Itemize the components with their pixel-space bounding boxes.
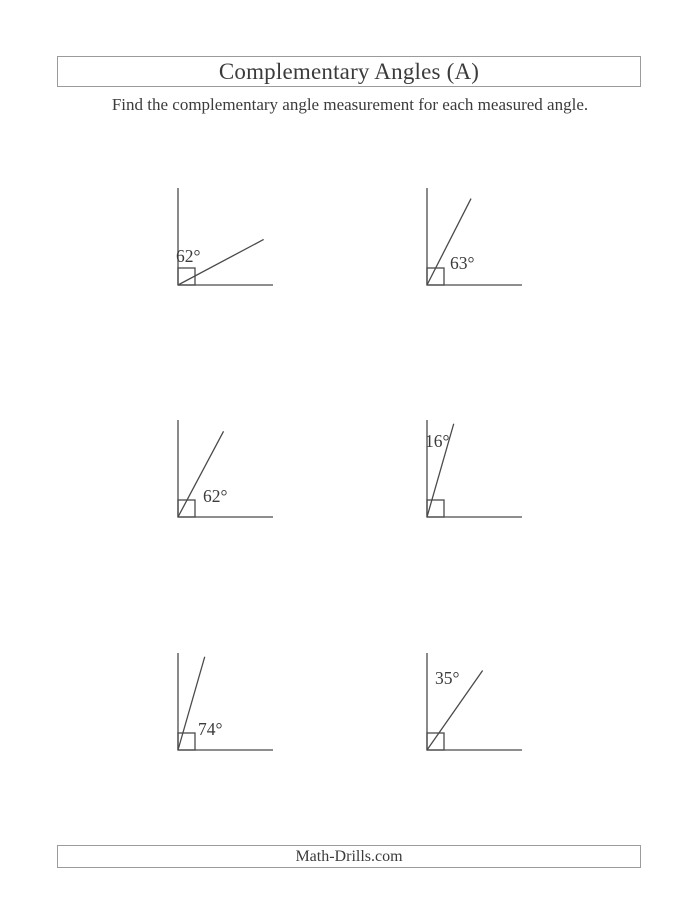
angle-diagram-2 [402, 175, 547, 295]
angle-measure-label: 35° [435, 668, 460, 688]
footer-text: Math-Drills.com [295, 847, 403, 865]
angle-diagram-6 [402, 640, 547, 760]
angle-diagram-1 [153, 175, 298, 295]
instructions-text: Find the complementary angle measurement for each measured angle. [111, 95, 589, 114]
right-angle-marker [178, 500, 195, 517]
angle-measure-label: 74° [198, 719, 223, 739]
right-angle-marker [427, 268, 444, 285]
angle-measure-label: 62° [203, 486, 228, 506]
angle-diagram-5 [153, 640, 298, 760]
footer-box [57, 845, 641, 868]
angle-diagram-3 [153, 407, 298, 527]
right-angle-marker [178, 268, 195, 285]
angle-measure-label: 63° [450, 253, 475, 273]
page-title: Complementary Angles (A) [218, 58, 480, 84]
angle-measure-label: 62° [176, 246, 201, 266]
angle-measure-label: 16° [425, 431, 450, 451]
angle-diagram-4 [402, 407, 547, 527]
